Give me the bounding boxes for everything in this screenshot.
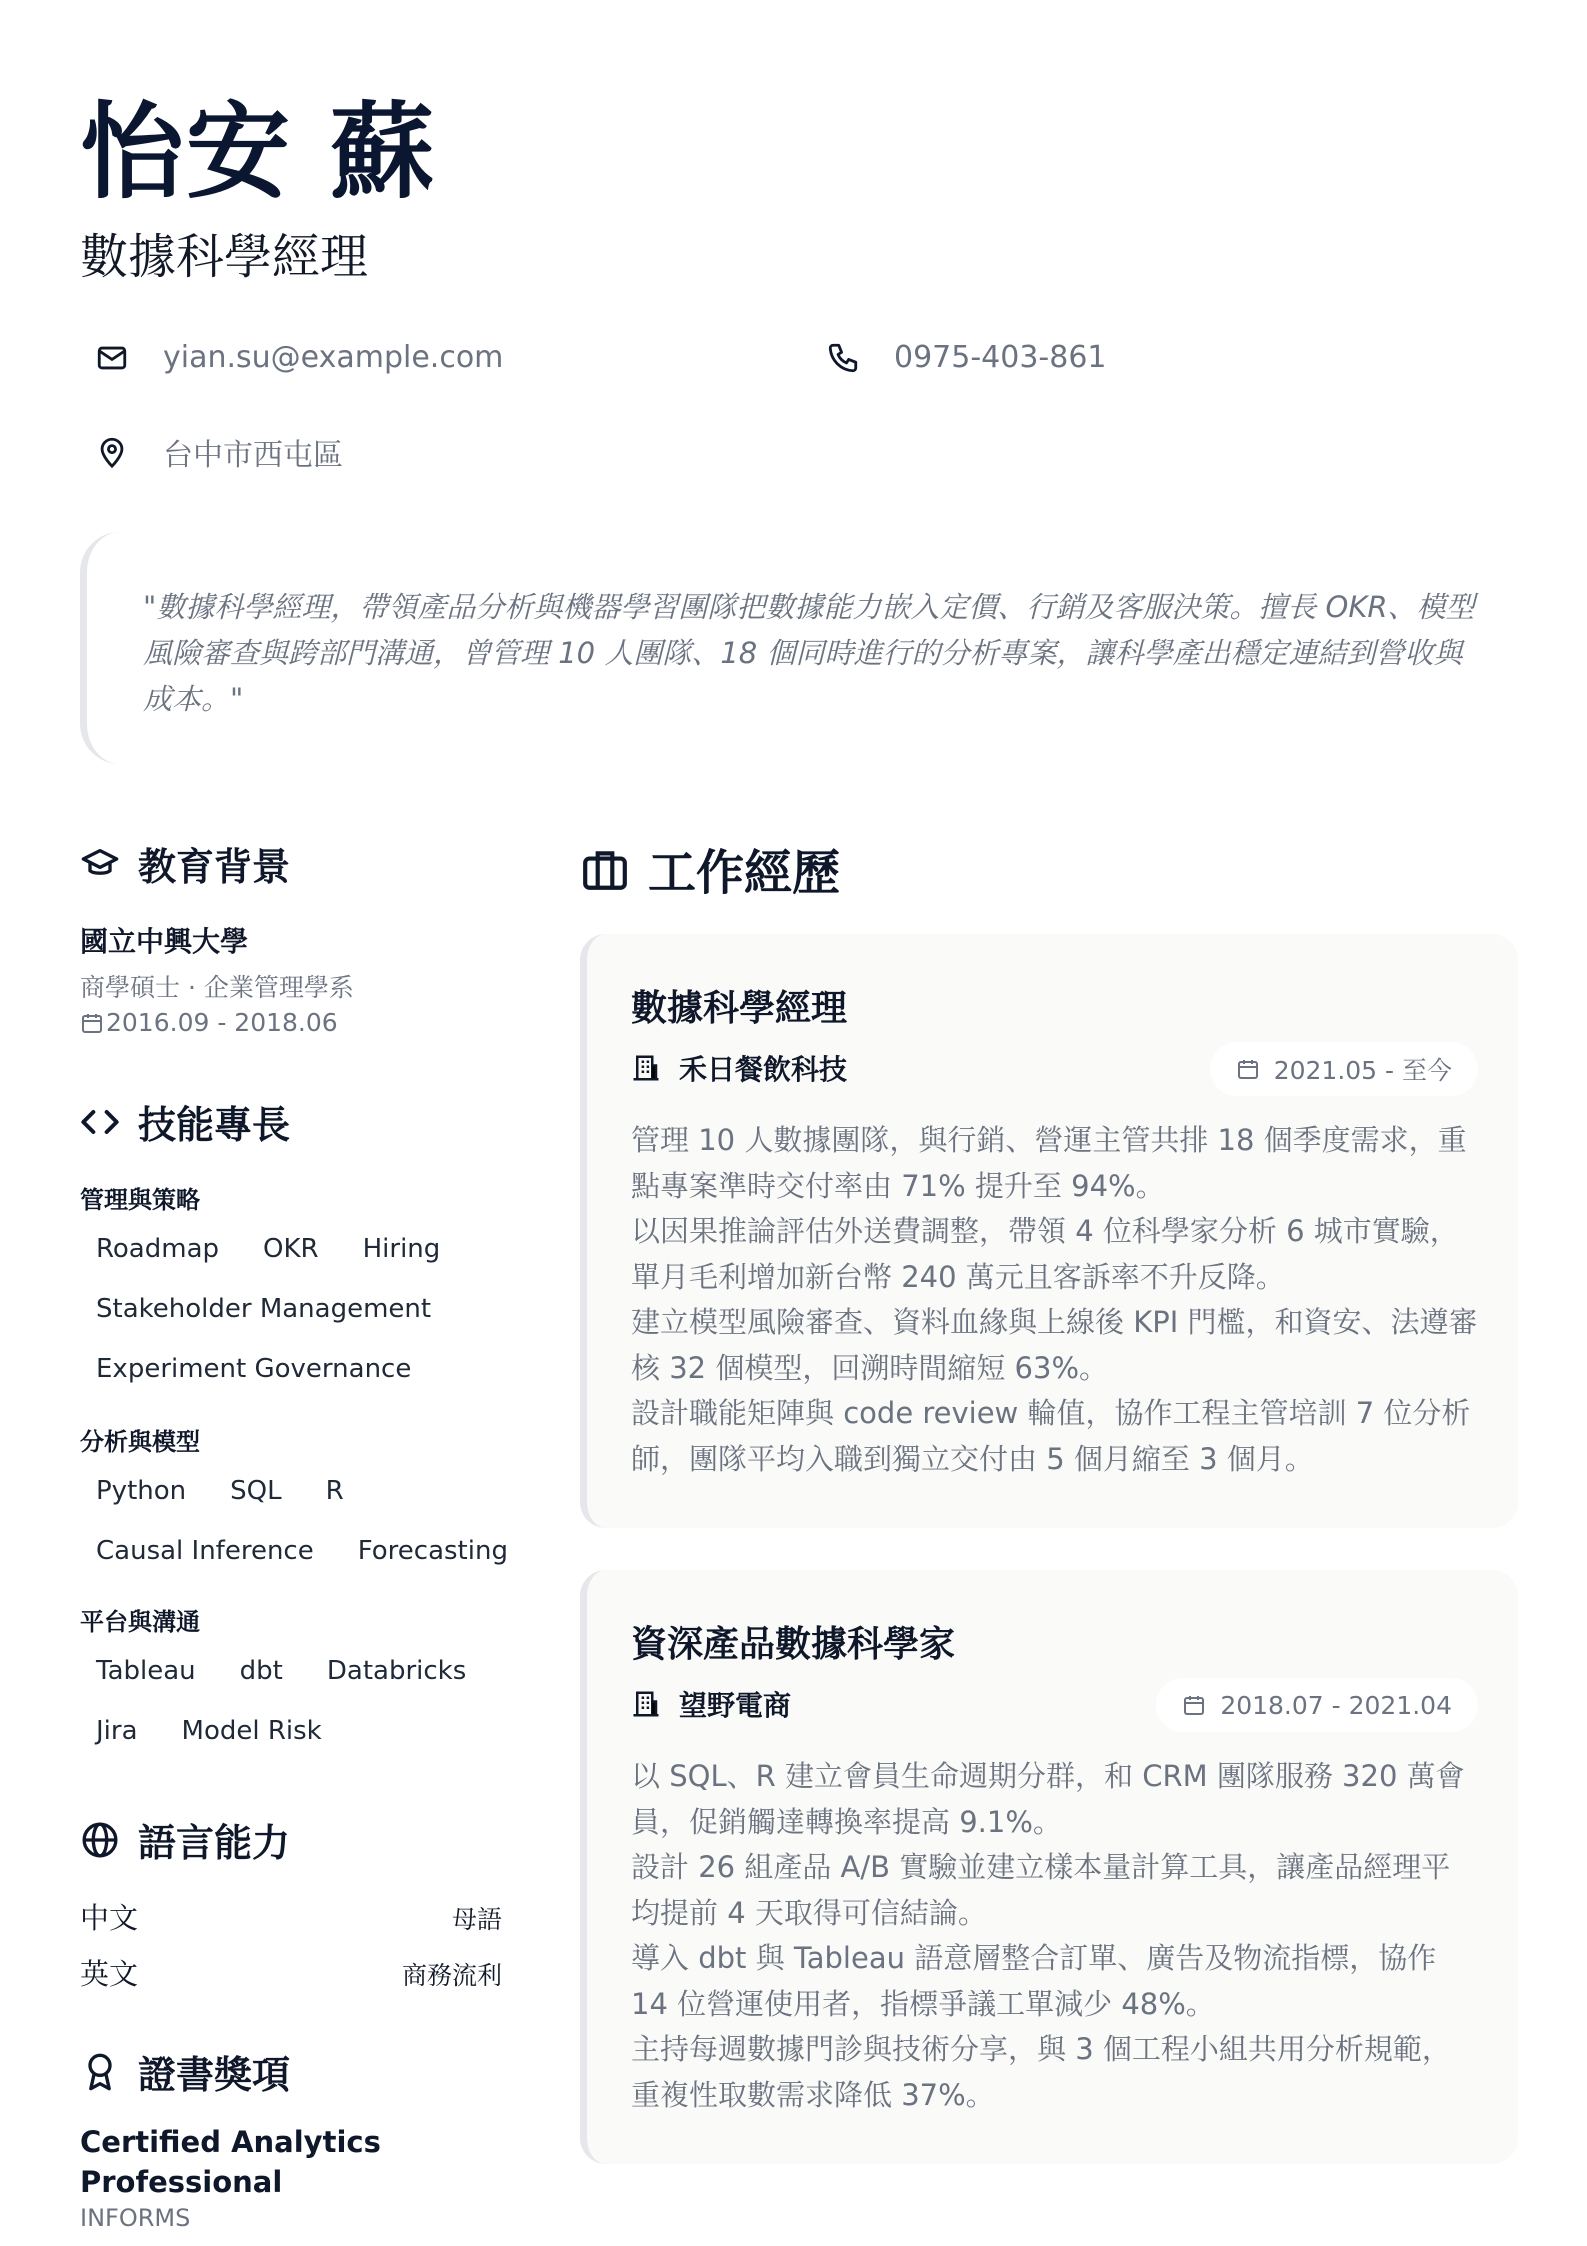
certifications-heading: 證書獎項 (80, 2044, 290, 2099)
language-level: 商務流利 (401, 1961, 502, 1990)
email-text: yian.su@example.com (163, 340, 504, 375)
language-row (80, 1952, 502, 1993)
job-title: 資深產品數據科學家 (631, 1624, 956, 1665)
skill-tag-row (80, 1354, 439, 1384)
location-pin-icon (95, 435, 129, 469)
skill-tag: Causal Inference (96, 1536, 314, 1566)
candidate-name: 怡安 蘇 (80, 91, 437, 213)
certification-org: INFORMS (80, 2204, 191, 2232)
location-text: 台中市西屯區 (163, 438, 343, 473)
job-bullet: 建立模型風險審查、資料血緣與上線後 KPI 門檻，和資安、法遵審核 32 個模型，回溯時間縮短 63%。 (631, 1305, 1478, 1385)
calendar-icon (1236, 1057, 1260, 1081)
work-heading: 工作經歷 (580, 834, 840, 903)
job-company: 望野電商 (631, 1684, 791, 1724)
skill-tag: Hiring (362, 1234, 441, 1264)
code-icon (80, 1102, 120, 1142)
skill-tag-row (80, 1294, 459, 1324)
skill-tag: Experiment Governance (96, 1354, 412, 1384)
award-icon (80, 2052, 120, 2092)
building-icon (631, 1053, 661, 1083)
calendar-icon (80, 1011, 104, 1035)
language-name: 中文 (80, 1901, 139, 1935)
job-bullets (631, 1118, 1479, 1482)
phone-icon (826, 341, 860, 375)
languages-heading: 語言能力 (80, 1812, 290, 1867)
summary-text: "數據科學經理，帶領產品分析與機器學習團隊把數據能力嵌入定價、行銷及客服決策。擅長 OKR、模型風險審查與跨部門溝通，曾管理 10 人團隊、18 個同時進行的分析專案，讓科學產出穩定連結到營收與成本。" (143, 590, 1475, 716)
job-bullet: 設計職能矩陣與 code review 輪值，協作工程主管培訓 7 位分析師，團隊平均入職到獨立交付由 5 個月縮至 3 個月。 (631, 1396, 1471, 1476)
education-degree: 商學碩士 · 企業管理學系 (80, 973, 354, 1002)
job-bullet: 管理 10 人數據團隊，與行銷、營運主管共排 18 個季度需求，重點專案準時交付率由 71% 提升至 94%。 (631, 1123, 1467, 1203)
building-icon (631, 1689, 661, 1719)
job-bullet: 設計 26 組產品 A/B 實驗並建立樣本量計算工具，讓產品經理平均提前 4 天取得可信結論。 (631, 1850, 1451, 1930)
skill-tag-row (80, 1476, 372, 1506)
language-level: 母語 (451, 1905, 502, 1934)
candidate-role: 數據科學經理 (80, 229, 369, 285)
contact-phone[interactable] (826, 340, 1107, 375)
skill-tag: Databricks (326, 1656, 467, 1686)
certification-name: Certified Analytics Professional (80, 2125, 381, 2199)
job-bullet: 以 SQL、R 建立會員生命週期分群，和 CRM 團隊服務 320 萬會員，促銷觸達轉換率提高 9.1%。 (631, 1759, 1465, 1839)
skill-tag: Jira (96, 1716, 138, 1746)
skill-tag-row (80, 1716, 350, 1746)
job-card (580, 934, 1518, 1528)
job-bullet: 導入 dbt 與 Tableau 語意層整合訂單、廣告及物流指標，協作 14 位營運使用者，指標爭議工單減少 48%。 (631, 1941, 1437, 2021)
skill-tag-row (80, 1656, 494, 1686)
job-date-badge: 2018.07 - 2021.04 (1156, 1678, 1478, 1732)
contact-email[interactable] (95, 340, 503, 375)
skill-tag: Stakeholder Management (96, 1294, 432, 1324)
phone-text: 0975-403-861 (894, 340, 1107, 375)
briefcase-icon (580, 844, 630, 894)
skill-category: 平台與溝通 (80, 1608, 200, 1636)
job-date-badge: 2021.05 - 至今 (1210, 1042, 1478, 1096)
skill-tag: Python (96, 1476, 187, 1506)
language-row (80, 1896, 502, 1937)
skill-tag: dbt (239, 1656, 283, 1686)
skill-tag: OKR (263, 1234, 319, 1264)
education-school: 國立中興大學 (80, 925, 249, 958)
skill-tag-row (80, 1536, 536, 1566)
skill-category: 管理與策略 (80, 1186, 200, 1214)
graduation-cap-icon (80, 844, 120, 884)
skill-tag: Roadmap (96, 1234, 220, 1264)
skill-tag-row (80, 1234, 468, 1264)
language-name: 英文 (80, 1957, 139, 1991)
job-bullets (631, 1754, 1479, 2118)
skill-tag: Tableau (96, 1656, 196, 1686)
summary-quote (80, 532, 1520, 764)
job-company: 禾日餐飲科技 (631, 1048, 847, 1088)
globe-icon (80, 1820, 120, 1860)
skill-tag: R (325, 1476, 344, 1506)
job-bullet: 以因果推論評估外送費調整，帶領 4 位科學家分析 6 城市實驗，單月毛利增加新台幣 240 萬元且客訴率不升反降。 (631, 1214, 1459, 1294)
calendar-icon (1182, 1693, 1206, 1717)
contact-location (95, 430, 343, 474)
education-dates: 2016.09 - 2018.06 (80, 1008, 338, 1037)
education-heading: 教育背景 (80, 836, 290, 891)
job-title: 數據科學經理 (631, 988, 848, 1029)
skill-category: 分析與模型 (80, 1428, 200, 1456)
skills-heading: 技能專長 (80, 1094, 290, 1149)
skill-tag: SQL (230, 1476, 282, 1506)
job-card (580, 1570, 1518, 2164)
mail-icon (95, 341, 129, 375)
skill-tag: Forecasting (357, 1536, 508, 1566)
job-bullet: 主持每週數據門診與技術分享，與 3 個工程小組共用分析規範，重複性取數需求降低 37%。 (631, 2032, 1451, 2112)
skill-tag: Model Risk (181, 1716, 322, 1746)
